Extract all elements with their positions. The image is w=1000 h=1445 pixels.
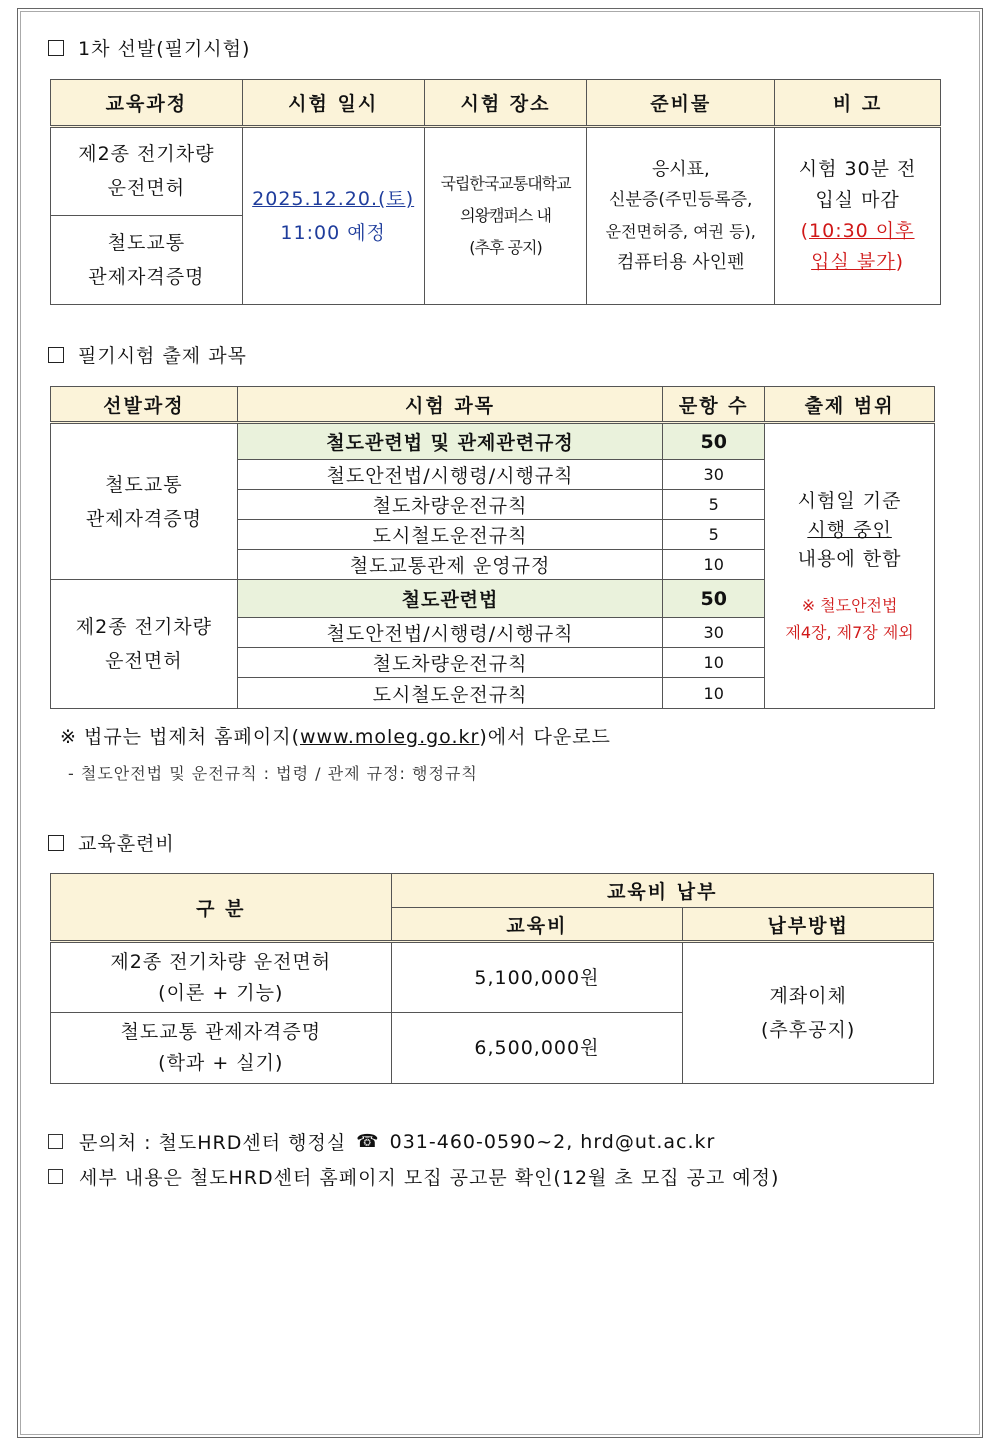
header-date: 시험 일시 xyxy=(242,80,424,127)
checkbox-icon xyxy=(48,1169,63,1184)
contact-line: 문의처 : 철도HRD센터 행정실 ☎ 031-460-0590~2, hrd@ut.ac.kr xyxy=(48,1128,715,1155)
header-fee: 교육비 xyxy=(391,908,683,942)
section-3-heading xyxy=(48,829,175,856)
subject-row: 도시철도운전규칙 xyxy=(237,520,662,550)
header-payment: 교육비 납부 xyxy=(391,874,933,908)
subject-row: 철도안전법/시행령/시행규칙 xyxy=(237,460,662,490)
course-cell: 제2종 전기차량 운전면허 xyxy=(51,127,243,215)
checkbox-icon xyxy=(48,835,64,851)
fee-amount: 5,100,000원 xyxy=(391,942,683,1013)
count-row: 10 xyxy=(663,550,765,580)
subject-main: 철도관련법 xyxy=(237,580,662,618)
payment-method: 계좌이체 (추후공지) xyxy=(683,942,934,1084)
fee-row-name: 제2종 전기차량 운전면허 (이론 + 기능) xyxy=(51,942,392,1013)
header-count: 문항 수 xyxy=(663,387,765,423)
scope-cell: 시험일 기준 시행 중인 내용에 한함 ※ 철도안전법 제4장, 제7장 제외 xyxy=(765,423,935,709)
subject-main: 철도관련법 및 관제관련규정 xyxy=(237,423,662,460)
header-track: 선발과정 xyxy=(51,387,238,423)
checkbox-icon xyxy=(48,1134,63,1149)
detail-line: 세부 내용은 철도HRD센터 홈페이지 모집 공고문 확인(12월 초 모집 공고 예정) xyxy=(48,1163,779,1190)
exam-schedule-table xyxy=(50,79,941,305)
checkbox-icon xyxy=(48,40,64,56)
phone-icon: ☎ xyxy=(356,1131,380,1152)
header-division: 구 분 xyxy=(51,874,392,942)
section-2-heading xyxy=(48,341,247,368)
section-1-heading xyxy=(48,34,250,61)
checkbox-icon xyxy=(48,347,64,363)
count-main: 50 xyxy=(663,423,765,460)
track-cell: 철도교통 관제자격증명 xyxy=(51,423,238,580)
fee-amount: 6,500,000원 xyxy=(391,1013,683,1084)
course-cell: 철도교통 관제자격증명 xyxy=(51,215,243,304)
count-row: 10 xyxy=(663,648,765,678)
prep-cell: 응시표, 신분증(주민등록증, 운전면허증, 여권 등), 컴퓨터용 사인펜 xyxy=(587,127,775,305)
header-method: 납부방법 xyxy=(683,908,934,942)
count-row: 5 xyxy=(663,490,765,520)
date-cell xyxy=(242,127,424,305)
subject-row: 철도차량운전규칙 xyxy=(237,648,662,678)
moleg-link[interactable]: www.moleg.go.kr xyxy=(300,726,480,748)
exam-date: 2025.12.20.(토) xyxy=(252,188,415,211)
header-place: 시험 장소 xyxy=(424,80,587,127)
header-remark: 비 고 xyxy=(775,80,941,127)
header-subject: 시험 과목 xyxy=(237,387,662,423)
subject-row: 도시철도운전규칙 xyxy=(237,678,662,709)
subject-row: 철도차량운전규칙 xyxy=(237,490,662,520)
subject-table xyxy=(50,386,935,709)
count-row: 30 xyxy=(663,618,765,648)
section-title: 필기시험 출제 과목 xyxy=(78,345,247,367)
header-scope: 출제 범위 xyxy=(765,387,935,423)
fee-table xyxy=(50,873,934,1084)
subject-row: 철도교통관제 운영규정 xyxy=(237,550,662,580)
law-download-note: ※ 법규는 법제처 홈페이지(www.moleg.go.kr)에서 다운로드 xyxy=(60,726,611,748)
place-cell: 국립한국교통대학교 의왕캠퍼스 내 (추후 공지) xyxy=(424,127,587,305)
section-title: 1차 선발(필기시험) xyxy=(78,38,251,60)
count-main: 50 xyxy=(663,580,765,618)
count-row: 30 xyxy=(663,460,765,490)
law-type-note: - 철도안전법 및 운전규칙 : 법령 / 관제 규정: 행정규칙 xyxy=(68,764,478,783)
contact-info: 031-460-0590~2, hrd@ut.ac.kr xyxy=(389,1130,716,1153)
header-prep: 준비물 xyxy=(587,80,775,127)
count-row: 5 xyxy=(663,520,765,550)
section-title: 교육훈련비 xyxy=(78,833,175,855)
fee-row-name: 철도교통 관제자격증명 (학과 + 실기) xyxy=(51,1013,392,1084)
count-row: 10 xyxy=(663,678,765,709)
track-cell: 제2종 전기차량 운전면허 xyxy=(51,580,238,709)
exam-time: 11:00 예정 xyxy=(280,222,386,245)
subject-row: 철도안전법/시행령/시행규칙 xyxy=(237,618,662,648)
remark-cell: 시험 30분 전 입실 마감 (10:30 이후 입실 불가) xyxy=(775,127,941,305)
header-course: 교육과정 xyxy=(51,80,243,127)
